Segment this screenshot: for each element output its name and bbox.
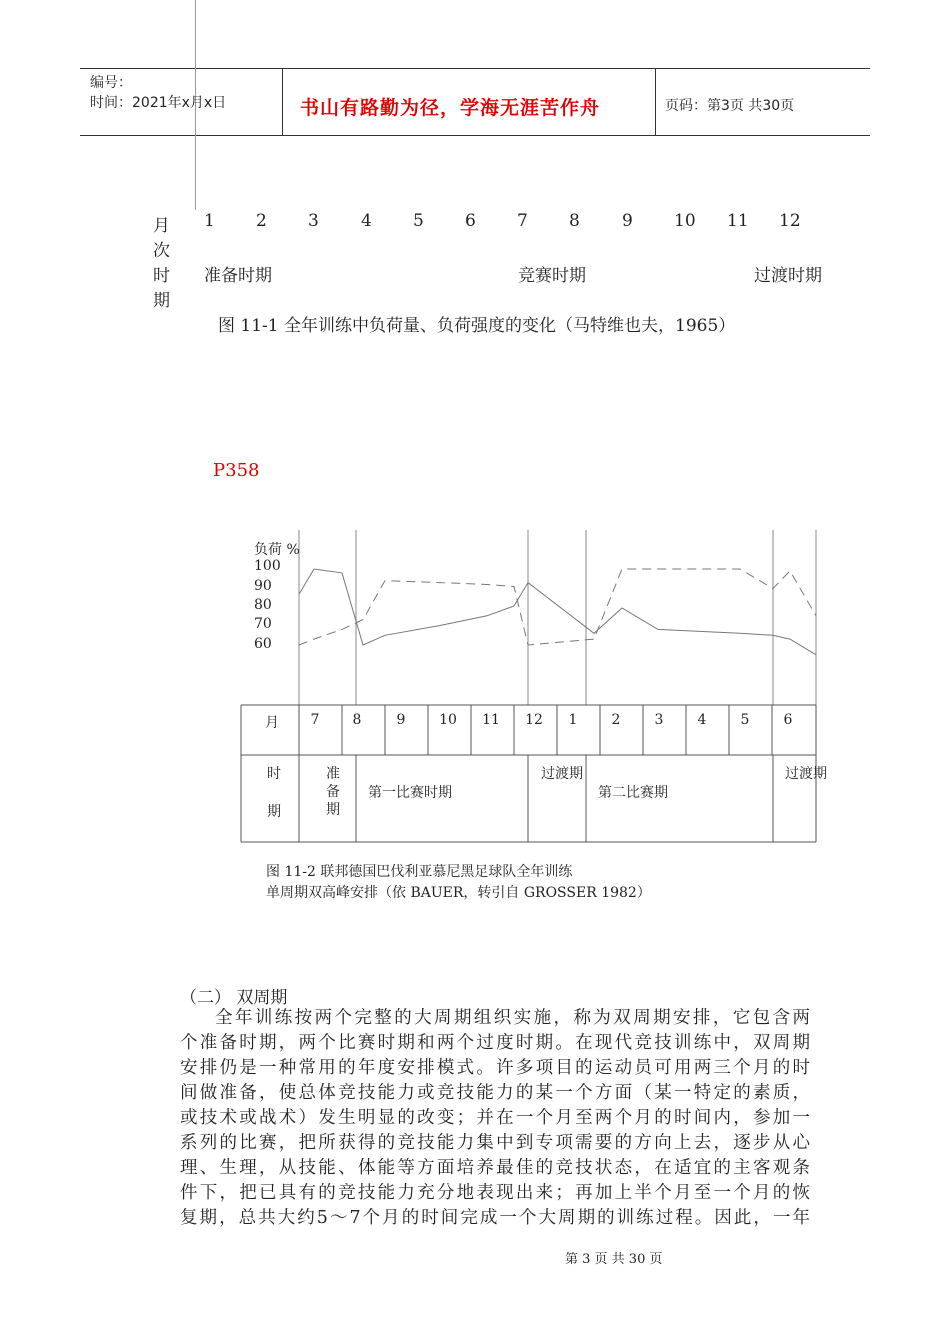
fig2-month-4: 4	[697, 712, 707, 728]
fig2-y-tick-70: 70	[254, 616, 272, 632]
header-page-label: 页码：第3页 共30页	[665, 98, 795, 114]
body-line-9: 复期，总共大约5～7个月的时间完成一个大周期的训练过程。因此，一年	[180, 1208, 810, 1228]
section-heading: （二） 双周期	[180, 988, 288, 1008]
body-line-6: 系列的比赛，把所获得的竞技能力集中到专项需要的方向上去，逐步从心	[180, 1133, 810, 1153]
fig1-month-12: 12	[779, 211, 801, 231]
fig2-period-label-2: 期	[267, 804, 281, 820]
fig2-month-5: 5	[740, 712, 750, 728]
fig2-transition2: 过渡期	[785, 766, 827, 782]
fig1-month-3: 3	[308, 211, 319, 231]
fig2-transition1: 过渡期	[541, 766, 583, 782]
fig2-month-9: 9	[396, 712, 406, 728]
header-time-label: 时间：2021年x月x日	[90, 95, 227, 111]
fig2-chart	[0, 500, 950, 900]
fig2-month-2: 2	[611, 712, 621, 728]
fig2-y-tick-60: 60	[254, 636, 272, 652]
fig2-phase1: 第一比赛时期	[368, 785, 452, 801]
fig1-period-label-2: 期	[153, 291, 170, 311]
header-code-label: 编号：	[90, 75, 132, 91]
fig1-month-5: 5	[413, 211, 424, 231]
fig1-month-label-2: 次	[153, 241, 170, 261]
body-line-8: 件下，把已具有的竞技能力充分地表现出来；再加上半个月至一个月的恢	[180, 1183, 810, 1203]
fig1-period-prep: 准备时期	[204, 266, 272, 286]
fig2-month-8: 8	[352, 712, 362, 728]
fig1-month-2: 2	[256, 211, 267, 231]
fig2-y-tick-80: 80	[254, 597, 272, 613]
body-line-4: 间做准备，使总体竞技能力或竞技能力的某一个方面（某一特定的素质，	[180, 1083, 810, 1103]
fig2-prep-2: 备	[326, 784, 340, 800]
fig2-caption-1: 图 11-2 联邦德国巴伐利亚慕尼黑足球队全年训练	[266, 864, 573, 880]
fig2-caption-2: 单周期双高峰安排（依 BAUER，转引自 GROSSER 1982）	[266, 885, 651, 901]
fig1-month-label: 月	[153, 216, 170, 236]
body-line-7: 理、生理，从技能、体能等方面培养最佳的竞技状态，在适宜的主客观条	[180, 1158, 810, 1178]
fig1-month-7: 7	[517, 211, 528, 231]
fig1-month-11: 11	[727, 211, 749, 231]
body-line-5: 或技术或战术）发生明显的改变；并在一个月至两个月的时间内，参加一	[180, 1108, 810, 1128]
header-motto: 书山有路勤为径，学海无涯苦作舟	[300, 97, 601, 119]
fig2-y-tick-90: 90	[254, 578, 272, 594]
header-divider-right	[655, 68, 656, 136]
fig1-month-6: 6	[465, 211, 476, 231]
page-reference: P358	[213, 460, 260, 481]
fig1-month-4: 4	[361, 211, 372, 231]
header-divider-left	[282, 68, 283, 136]
fig2-month-3: 3	[654, 712, 664, 728]
fig2-phase2: 第二比赛期	[598, 785, 668, 801]
body-line-3: 安排仍是一种常用的年度安排模式。许多项目的运动员可用两三个月的时	[180, 1058, 810, 1078]
fig1-period-comp: 竞赛时期	[518, 266, 586, 286]
fig1-month-10: 10	[674, 211, 696, 231]
fig2-month-12: 12	[525, 712, 543, 728]
fig2-month-label: 月	[265, 715, 279, 731]
fig1-period-trans: 过渡时期	[754, 266, 822, 286]
fig1-month-9: 9	[622, 211, 633, 231]
body-line-2: 个准备时期，两个比赛时期和两个过度时期。在现代竞技训练中，双周期	[180, 1033, 810, 1053]
footer-page-number: 第 3 页 共 30 页	[565, 1252, 663, 1267]
fig1-month-8: 8	[569, 211, 580, 231]
body-line-1: 全年训练按两个完整的大周期组织实施，称为双周期安排，它包含两	[215, 1008, 810, 1028]
fig1-month-1: 1	[204, 211, 215, 231]
header-top-rule	[80, 68, 870, 69]
fig1-caption: 图 11-1 全年训练中负荷量、负荷强度的变化（马特维也夫，1965）	[218, 316, 736, 336]
fig2-y-label: 负荷 %	[254, 542, 300, 558]
fig2-prep-1: 准	[326, 766, 340, 782]
header-bottom-rule	[80, 135, 870, 136]
fig2-month-6: 6	[783, 712, 793, 728]
fig2-y-tick-100: 100	[254, 558, 281, 574]
fig2-prep-3: 期	[326, 802, 340, 818]
fig2-period-label-1: 时	[267, 766, 281, 782]
fig1-period-label: 时	[153, 266, 170, 286]
fig2-month-7: 7	[310, 712, 320, 728]
fig2-month-10: 10	[439, 712, 457, 728]
fig2-month-11: 11	[482, 712, 500, 728]
fig2-month-1: 1	[568, 712, 578, 728]
